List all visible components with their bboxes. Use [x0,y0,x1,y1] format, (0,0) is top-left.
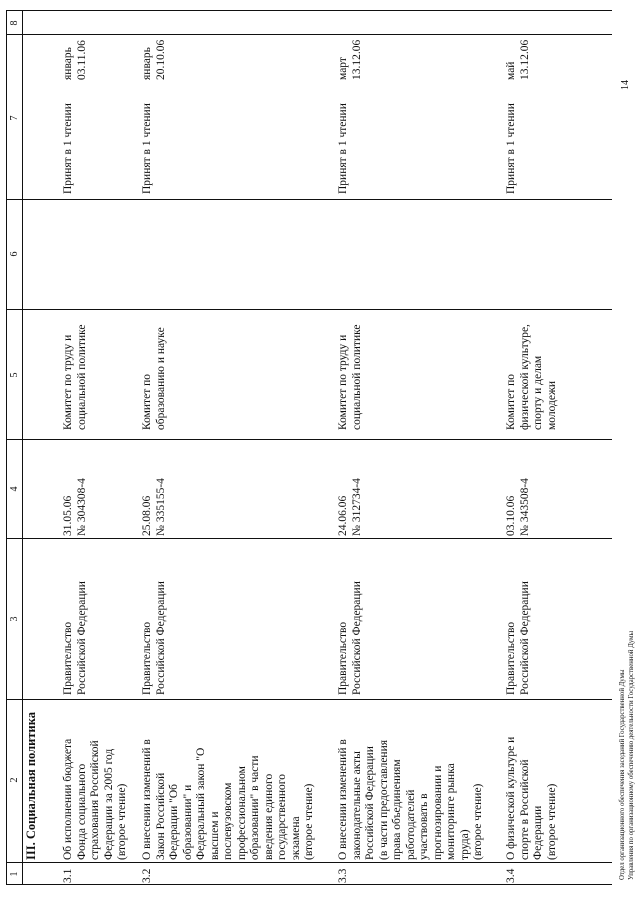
footer-department: Отдел организационного обеспечения заседаний Государственной Думы [619,669,626,880]
responsible-committee: Комитет по физической культуре, спорту и делам молодежи [505,324,558,430]
bill-registration: 31.05.06 № 304308-4 [62,478,88,536]
bill-status: Принят в 1 чтении [505,103,517,194]
row-number: 3.2 [141,868,153,883]
column-number: 6 [9,251,20,257]
footer-directorate: Управления по организационному обеспечению деятельности Государственной Думы [628,630,635,880]
bill-status: Принят в 1 чтении [141,103,153,194]
planned-period: март 13.12.06 [337,39,363,80]
column-divider [6,199,612,200]
bill-status: Принят в 1 чтении [337,103,349,194]
bill-initiator: Правительство Российской Федерации [505,581,531,695]
section-title: III. Социальная политика [24,712,38,860]
bill-initiator: Правительство Российской Федерации [141,581,167,695]
bill-registration: 24.06.06 № 312734-4 [337,478,363,536]
bill-initiator: Правительство Российской Федерации [62,581,88,695]
responsible-committee: Комитет по труду и социальной политике [337,324,363,430]
planned-period: январь 03.11.06 [62,40,88,80]
bill-title: Об исполнении бюджета Фонда социального страхования Российской Федерации за 2005 год (второе чтение) [62,738,128,860]
bill-title: О физической культуре и спорте в Российской Федерации (второе чтение) [505,736,558,860]
column-number: 1 [9,871,20,877]
column-number: 8 [9,20,20,26]
column-number: 5 [9,372,20,378]
table-header-row [6,10,23,885]
column-divider [6,862,612,863]
responsible-committee: Комитет по труду и социальной политике [62,324,88,430]
row-number: 3.1 [62,868,74,883]
bill-registration: 25.08.06 № 335155-4 [141,478,167,536]
column-divider [6,309,612,310]
planned-period: май 13.12.06 [505,39,531,80]
page-number: 14 [620,80,631,90]
bill-initiator: Правительство Российской Федерации [337,581,363,695]
bill-status: Принят в 1 чтении [62,103,74,194]
column-number: 3 [9,616,20,622]
column-divider [6,538,612,539]
bill-registration: 03.10.06 № 343508-4 [505,478,531,536]
row-number: 3.4 [505,868,517,883]
row-number: 3.3 [337,868,349,883]
column-number: 2 [9,777,20,783]
column-divider [6,884,612,885]
responsible-committee: Комитет по образованию и науке [141,327,167,430]
column-divider [6,10,612,11]
column-divider [6,439,612,440]
planned-period: январь 20.10.06 [141,39,167,80]
bill-title: О внесении изменений в Закон Российской Федерации "Об образовании" и Федеральный закон "О высшем и послевузовском профессиональном образовании" в части введения единого государственного экзамена (второе чтение) [141,739,315,860]
column-number: 4 [9,486,20,492]
bill-title: О внесении изменений в законодательные акты Российской Федерации (в части предоставления права объединениям работодателей участвовать в прогнозировании и мониторинге рынка труда) (второе чтение) [337,739,484,860]
column-number: 7 [9,115,20,121]
